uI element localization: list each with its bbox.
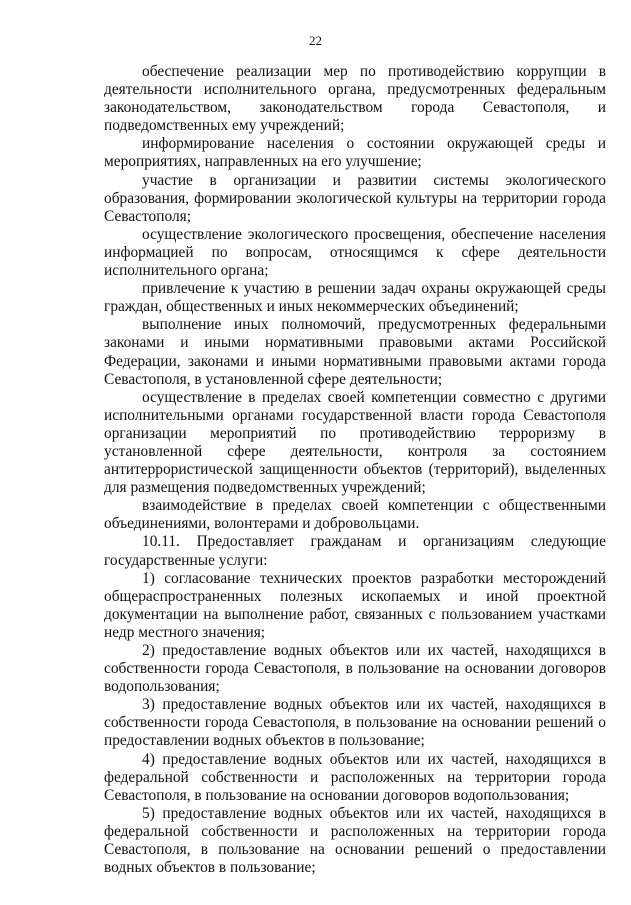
paragraph: взаимодействие в пределах своей компетенции с общественными объединениями, волонтерами и добровольцами. — [104, 497, 606, 533]
list-item: 5) предоставление водных объектов или их частей, находящихся в федеральной собственности и расположенных на территории города Севастополя, в пользование на основании решений о предоставлении водных объектов в пользование; — [104, 804, 606, 877]
page-number: 22 — [309, 33, 322, 48]
document-body — [104, 63, 606, 877]
paragraph: осуществление в пределах своей компетенции совместно с другими исполнительными органами государственной власти города Севастополя организации мероприятий по противодействию терроризму в установленной сфере деятельности, контроля за состоянием антитеррористической защищенности объектов (территорий), выделенных для размещения подведомственных учреждений; — [104, 388, 606, 497]
paragraph: выполнение иных полномочий, предусмотренных федеральными законами и иными нормативными правовыми актами Российской Федерации, законами и иными нормативными правовыми актами города Севастополя, в установленной сфере деятельности; — [104, 316, 606, 388]
list-item: 1) согласование технических проектов разработки месторождений общераспространенных полезных ископаемых и иной проектной документации на выполнение работ, связанных с пользованием участками недр местного значения; — [104, 569, 606, 641]
paragraph: информирование населения о состоянии окружающей среды и мероприятиях, направленных на его улучшение; — [104, 135, 606, 171]
list-item: 3) предоставление водных объектов или их частей, находящихся в собственности города Севастополя, в пользование на основании решений о предоставлении водных объектов в пользование; — [104, 696, 606, 750]
paragraph: участие в организации и развитии системы экологического образования, формировании экологической культуры на территории города Севастополя; — [104, 171, 606, 225]
section-paragraph: 10.11. Предоставляет гражданам и организациям следующие государственные услуги: — [104, 533, 606, 569]
paragraph: обеспечение реализации мер по противодействию коррупции в деятельности исполнительного органа, предусмотренных федеральным законодательством, законодательством города Севастополя, и подведомственных ему учреждений; — [104, 63, 606, 135]
paragraph: осуществление экологического просвещения, обеспечение населения информацией по вопросам, относящимся к сфере деятельности исполнительного органа; — [104, 225, 606, 280]
paragraph: привлечение к участию в решении задач охраны окружающей среды граждан, общественных и иных некоммерческих объединений; — [104, 280, 606, 316]
list-item: 4) предоставление водных объектов или их частей, находящихся в федеральной собственности и расположенных на территории города Севастополя, в пользование на основании договоров водопользования; — [104, 750, 606, 804]
list-item: 2) предоставление водных объектов или их частей, находящихся в собственности города Севастополя, в пользование на основании договоров водопользования; — [104, 642, 606, 696]
